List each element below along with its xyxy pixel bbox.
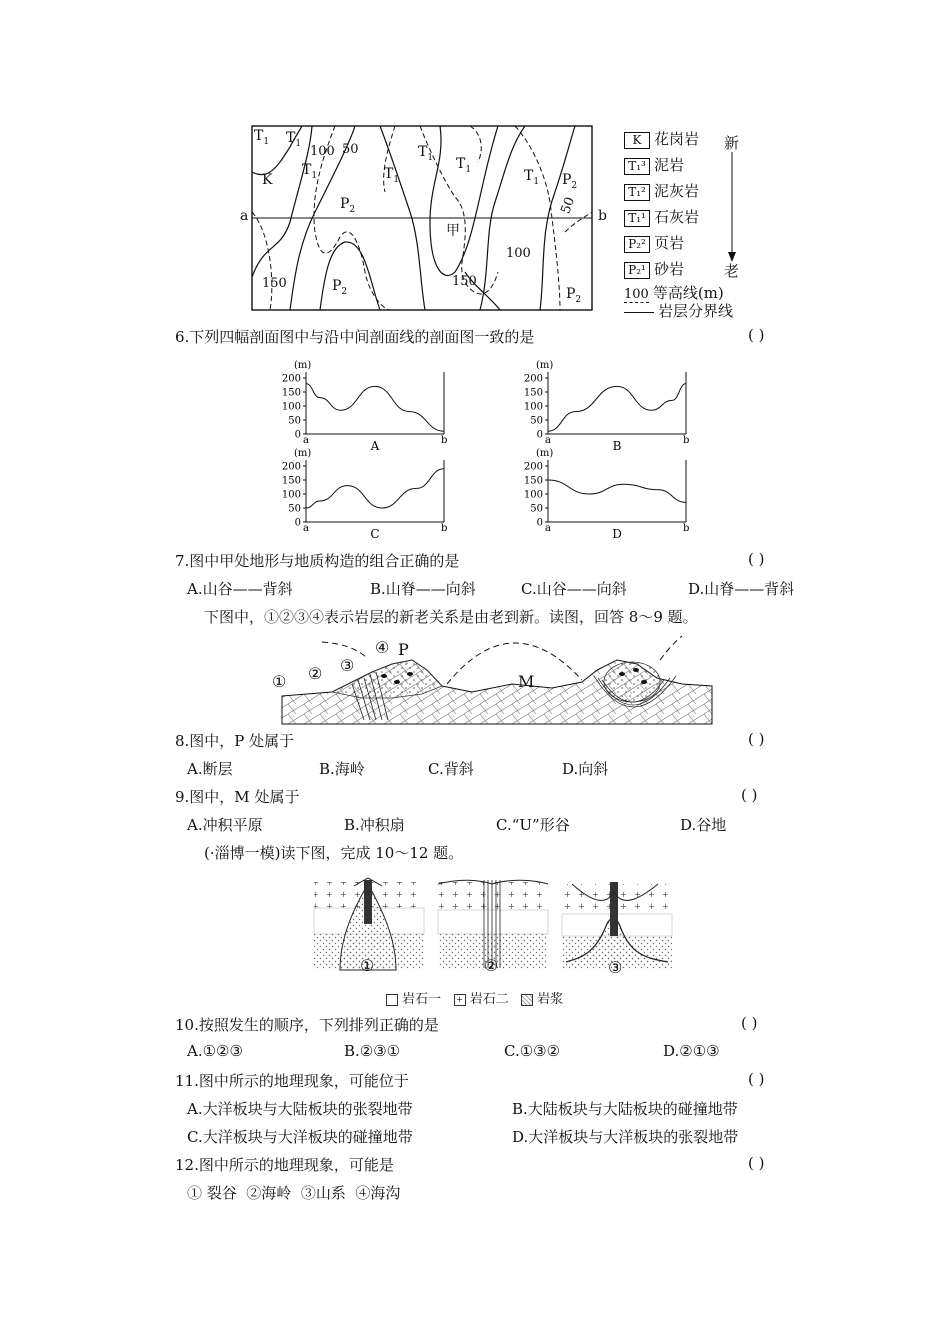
y-tick-label: 50	[530, 415, 543, 427]
profile-chart-b	[522, 356, 702, 458]
stratum-label-4: ④	[375, 638, 390, 657]
label-p2-right: $P_2$	[562, 172, 578, 191]
q11-option-a[interactable]: A.大洋板块与大陆板块的张裂地带	[187, 1100, 413, 1118]
unit-label: (m)	[536, 448, 554, 459]
y-tick-label: 200	[281, 373, 301, 385]
point-m-label: M	[518, 672, 535, 691]
profile-name: D	[612, 527, 622, 541]
rock-one-swatch	[386, 994, 398, 1006]
intro-8-9: 下图中，①②③④表示岩层的新老关系是由老到新。读图，回答 8～9 题。	[204, 608, 698, 626]
panel-number-3: ③	[608, 958, 623, 977]
x-label-a: a	[303, 523, 309, 534]
legend-magma: 岩浆	[537, 992, 564, 1007]
q9-option-b[interactable]: B.冲积扇	[344, 816, 405, 834]
magma-swatch	[521, 994, 533, 1006]
y-tick-label: 50	[530, 503, 543, 515]
profile-chart-c	[280, 444, 460, 546]
stratum-label-3: ③	[340, 656, 355, 675]
q10-option-b[interactable]: B.②③①	[344, 1042, 401, 1060]
q9-option-c[interactable]: C.“U”形谷	[496, 816, 570, 834]
profile-svg-d	[522, 444, 702, 542]
q11-option-c[interactable]: C.大洋板块与大洋板块的碰撞地带	[187, 1128, 413, 1146]
y-tick-label: 200	[523, 461, 543, 473]
y-tick-label: 200	[281, 461, 301, 473]
y-tick-label: 50	[288, 415, 301, 427]
answer-paren-12[interactable]: ( )	[748, 1154, 765, 1172]
magma-figure	[310, 876, 690, 1006]
label-p1-bottom: $P_2$	[332, 278, 348, 297]
profile-svg-c	[280, 444, 460, 542]
x-label-b: b	[683, 435, 690, 446]
panel-number-2: ②	[484, 956, 499, 975]
legend-item-mudstone: T₁³ 泥岩	[624, 154, 684, 175]
label-t1-left: $T_1$	[302, 162, 318, 181]
profile-line	[306, 384, 444, 432]
q7-option-d[interactable]: D.山脊——背斜	[688, 580, 795, 598]
answer-paren-10[interactable]: ( )	[741, 1014, 758, 1032]
contour-50-right: 50	[558, 195, 579, 216]
y-tick-label: 150	[281, 475, 301, 487]
label-t2-mid: $T_1$	[418, 144, 434, 163]
x-label-b: b	[441, 523, 448, 534]
legend-item-shale: P₂² 页岩	[624, 232, 684, 253]
magma-legend	[386, 988, 563, 1007]
stratum-label-2: ②	[308, 664, 323, 683]
label-a: a	[240, 208, 249, 224]
question-8: 8.图中，P 处属于	[175, 732, 295, 750]
label-b: b	[598, 208, 607, 224]
question-9: 9.图中，M 处属于	[175, 788, 300, 806]
question-10: 10.按照发生的顺序，下列排列正确的是	[175, 1016, 439, 1034]
fold-figure-svg	[272, 634, 722, 726]
q7-option-b[interactable]: B.山脊——向斜	[370, 580, 476, 598]
unit-label: (m)	[536, 360, 554, 371]
y-tick-label: 100	[523, 401, 543, 413]
x-label-a: a	[545, 523, 551, 534]
question-12: 12.图中所示的地理现象，可能是	[175, 1156, 394, 1174]
contour-100-right: 100	[506, 246, 531, 261]
unit-label: (m)	[294, 448, 312, 459]
y-tick-label: 100	[281, 489, 301, 501]
answer-paren-6[interactable]: ( )	[748, 326, 765, 344]
age-arrow-icon	[727, 152, 737, 262]
profile-name: C	[370, 527, 380, 541]
q10-option-a[interactable]: A.①②③	[187, 1042, 243, 1060]
legend-item-marl: T₁² 泥灰岩	[624, 180, 699, 201]
rock-two-swatch: +	[454, 994, 466, 1006]
q7-option-a[interactable]: A.山谷——背斜	[187, 580, 293, 598]
q12-options: ① 裂谷 ②海岭 ③山系 ④海沟	[187, 1184, 401, 1202]
q8-option-d[interactable]: D.向斜	[562, 760, 609, 778]
x-label-b: b	[683, 523, 690, 534]
point-p-label: P	[398, 640, 409, 659]
question-6: 6.下列四幅剖面图中与沿中间剖面线的剖面图一致的是	[175, 328, 535, 346]
magma-panel-3	[562, 882, 672, 970]
q8-option-c[interactable]: C.背斜	[428, 760, 474, 778]
legend-item-limestone: T₁¹ 石灰岩	[624, 206, 699, 227]
question-7: 7.图中甲处地形与地质构造的组合正确的是	[175, 552, 460, 570]
q8-option-a[interactable]: A.断层	[187, 760, 233, 778]
geologic-map	[240, 122, 760, 322]
contour-150-mid: 150	[452, 274, 477, 289]
y-tick-label: 50	[288, 503, 301, 515]
profile-svg-b	[522, 356, 702, 454]
fold-figure	[272, 634, 722, 726]
panel-number-1: ①	[360, 956, 375, 975]
y-tick-label: 0	[294, 429, 301, 441]
answer-paren-7[interactable]: ( )	[748, 550, 765, 568]
legend-rock-two: 岩石二	[469, 992, 509, 1007]
legend-item-sandstone: P₂¹ 砂岩	[624, 258, 684, 279]
y-tick-label: 150	[523, 475, 543, 487]
legend-rock-one: 岩石一	[402, 992, 442, 1007]
legend-item-contour: 100 等高线(m)	[624, 284, 724, 302]
y-tick-label: 0	[536, 517, 543, 529]
profile-line	[548, 480, 686, 502]
q9-option-a[interactable]: A.冲积平原	[187, 816, 263, 834]
x-label-a: a	[303, 435, 309, 446]
x-label-b: b	[441, 435, 448, 446]
contour-100-left: 100	[310, 144, 335, 159]
label-t2-topleft: $T_1$	[286, 130, 302, 149]
y-tick-label: 150	[281, 387, 301, 399]
profile-name: B	[612, 439, 622, 453]
y-tick-label: 200	[523, 373, 543, 385]
legend-old-label: 老	[724, 262, 740, 280]
q11-option-d[interactable]: D.大洋板块与大洋板块的张裂地带	[512, 1128, 739, 1146]
contour-50-top: 50	[342, 142, 359, 157]
q9-option-d[interactable]: D.谷地	[680, 816, 727, 834]
q11-option-b[interactable]: B.大陆板块与大陆板块的碰撞地带	[512, 1100, 738, 1118]
label-p1-right: $P_2$	[566, 286, 582, 305]
y-tick-label: 100	[281, 401, 301, 413]
legend-item-granite: K 花岗岩	[624, 128, 699, 149]
q8-option-b[interactable]: B.海岭	[319, 760, 365, 778]
stratum-label-1: ①	[272, 672, 287, 691]
contour-150-left: 150	[262, 276, 287, 291]
answer-paren-8[interactable]: ( )	[748, 730, 765, 748]
legend-item-boundary: 岩层分界线	[624, 300, 733, 321]
label-k: K	[262, 172, 273, 188]
y-tick-label: 0	[294, 517, 301, 529]
label-p2-mid: $P_2$	[340, 196, 356, 215]
q10-option-c[interactable]: C.①③②	[504, 1042, 561, 1060]
y-tick-label: 150	[523, 387, 543, 399]
unit-label: (m)	[294, 360, 312, 371]
profile-svg-a	[280, 356, 460, 454]
q10-option-d[interactable]: D.②①③	[663, 1042, 720, 1060]
y-tick-label: 0	[536, 429, 543, 441]
label-jia: 甲	[446, 223, 460, 239]
profile-name: A	[370, 439, 380, 453]
profile-line	[548, 384, 686, 432]
answer-paren-11[interactable]: ( )	[748, 1070, 765, 1088]
profile-chart-d	[522, 444, 702, 546]
label-t1-mid: $T_1$	[384, 166, 400, 185]
profile-line	[306, 469, 444, 508]
answer-paren-9[interactable]: ( )	[741, 786, 758, 804]
q7-option-c[interactable]: C.山谷——向斜	[521, 580, 627, 598]
question-11: 11.图中所示的地理现象，可能位于	[175, 1072, 409, 1090]
label-t3-mid: $T_1$	[456, 156, 472, 175]
profile-chart-a	[280, 356, 460, 458]
label-t1-right: $T_1$	[524, 168, 540, 187]
intro-10-12: (·淄博一模)读下图，完成 10～12 题。	[204, 844, 464, 862]
x-label-a: a	[545, 435, 551, 446]
label-t3-topleft: $T_1$	[254, 128, 270, 147]
y-tick-label: 100	[523, 489, 543, 501]
legend-new-label: 新	[724, 134, 740, 152]
